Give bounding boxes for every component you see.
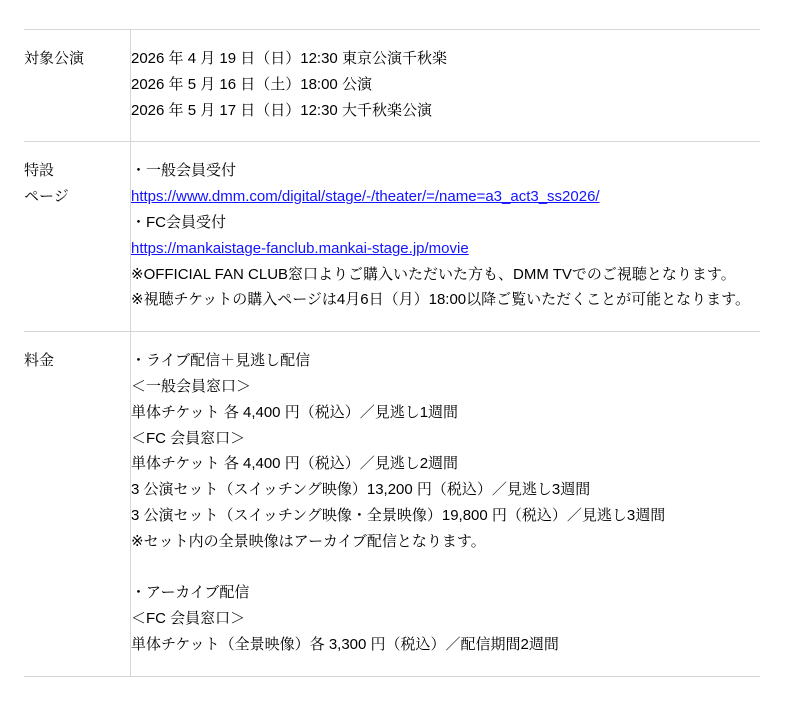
- value-line: 3 公演セット（スイッチング映像）13,200 円（税込）／見逃し3週間: [131, 481, 591, 499]
- value-line: ※OFFICIAL FAN CLUB窓口よりご購入いただいた方も、DMM TVでのご視聴となります。: [131, 265, 736, 283]
- value-line: ＜FC 会員窓口＞: [131, 610, 246, 628]
- performance-info-table: [24, 29, 760, 677]
- value-line: ・ライブ配信＋見逃し配信: [131, 352, 311, 370]
- table-row: [24, 30, 760, 142]
- value-line: ・FC会員受付: [131, 213, 226, 231]
- value-line: ※視聴チケットの購入ページは4月6日（月）18:00以降ご覧いただくことが可能となります。: [131, 291, 750, 309]
- row-value-cell: [131, 332, 761, 677]
- value-line: 単体チケット 各 4,400 円（税込）／見逃し2週間: [131, 455, 459, 473]
- row-label-cell: [24, 142, 131, 332]
- spacer-line: [131, 555, 760, 581]
- row-value-cell: [131, 142, 761, 332]
- value-line: ・一般会員受付: [131, 162, 237, 180]
- table-body: [24, 30, 760, 677]
- value-line: ＜FC 会員窓口＞: [131, 429, 246, 447]
- value-line: 2026 年 4 月 19 日（日）12:30 東京公演千秋楽: [131, 50, 447, 67]
- value-line: 単体チケット（全景映像）各 3,300 円（税込）／配信期間2週間: [131, 635, 559, 653]
- value-line: 単体チケット 各 4,400 円（税込）／見逃し1週間: [131, 403, 459, 421]
- row-label-cell: [24, 332, 131, 677]
- table-row: [24, 142, 760, 332]
- value-line: 3 公演セット（スイッチング映像・全景映像）19,800 円（税込）／見逃し3週間: [131, 506, 666, 524]
- table-row: [24, 332, 760, 677]
- value-line: ・アーカイブ配信: [131, 584, 250, 602]
- row-label-line: 特設: [24, 162, 55, 180]
- value-line: 2026 年 5 月 17 日（日）12:30 大千秋楽公演: [131, 101, 432, 119]
- row-label-line: ページ: [24, 188, 69, 206]
- row-label-line: 対象公演: [24, 50, 85, 67]
- external-link[interactable]: https://mankaistage-fanclub.mankai-stage.jp/movie: [131, 239, 469, 257]
- row-label-line: 料金: [24, 352, 55, 370]
- row-value-cell: [131, 30, 761, 142]
- value-line: 2026 年 5 月 16 日（土）18:00 公演: [131, 75, 372, 93]
- row-label-cell: [24, 30, 131, 142]
- value-line: ＜一般会員窓口＞: [131, 377, 252, 395]
- value-line: ※セット内の全景映像はアーカイブ配信となります。: [131, 532, 486, 550]
- external-link[interactable]: https://www.dmm.com/digital/stage/-/theater/=/name=a3_act3_ss2026/: [131, 188, 600, 206]
